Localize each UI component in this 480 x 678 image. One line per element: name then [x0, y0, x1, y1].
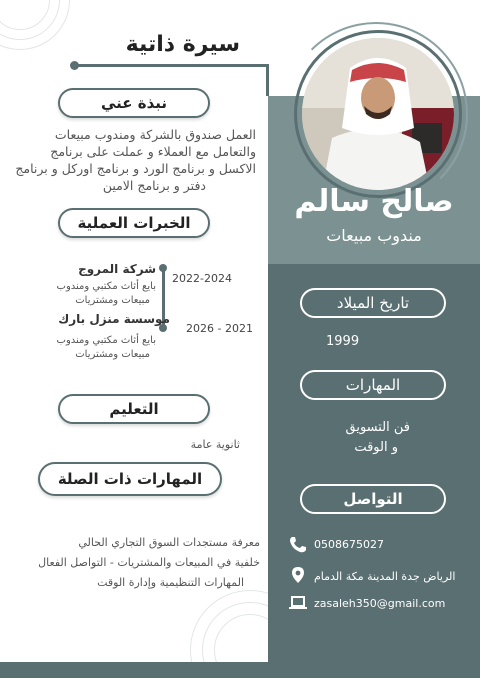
- timeline-dot: [159, 264, 167, 272]
- related-skill-line: خلفية في المبيعات والمشتريات - التواصل الفعال: [38, 556, 260, 569]
- experience-description: بايع أثاث مكتبي ومندوب: [56, 281, 156, 292]
- experience-description: بايع أثاث مكتبي ومندوب: [56, 335, 156, 346]
- related-skill-line: معرفة مستجدات السوق التجاري الحالي: [78, 536, 260, 549]
- contact-heading: التواصل: [300, 484, 446, 514]
- experience-period: 2026 - 2021: [186, 322, 253, 335]
- title-connector: [266, 64, 269, 96]
- about-line: والتعامل مع العملاء و عملت على برنامج: [50, 144, 256, 159]
- related-skill-line: المهارات التنظيمية وإدارة الوقت: [97, 576, 244, 589]
- experience-heading: الخبرات العملية: [58, 208, 210, 238]
- cv-title: سيرة ذاتية: [125, 32, 240, 57]
- title-dot: [70, 61, 79, 70]
- phone-number[interactable]: 0508675027: [314, 538, 384, 551]
- education-heading: التعليم: [58, 394, 210, 424]
- sidebar-panel: [268, 264, 480, 678]
- experience-description: مبيعات ومشتريات: [75, 295, 150, 306]
- skill-item: و الوقت: [354, 440, 398, 455]
- experience-description: مبيعات ومشتريات: [75, 349, 150, 360]
- experience-period: 2022-2024: [172, 272, 232, 285]
- education-value: ثانوية عامة: [190, 438, 240, 451]
- bottom-strip: [0, 662, 480, 678]
- about-line: العمل صندوق بالشركة ومندوب مبيعات: [54, 127, 256, 142]
- experience-company: موسسة منزل بارك: [58, 312, 170, 326]
- location-pin-icon: [288, 566, 308, 584]
- related-skills-heading: المهارات ذات الصلة: [38, 462, 222, 496]
- about-line: الاكسل و برنامج الورد و برنامج اوركل و برنامج: [15, 161, 256, 176]
- job-title: مندوب مبيعات: [326, 226, 422, 245]
- laptop-icon: [288, 594, 308, 612]
- email-address[interactable]: zasaleh350@gmail.com: [314, 597, 446, 610]
- birth-date-heading: تاريخ الميلاد: [300, 288, 446, 318]
- phone-icon: [288, 536, 308, 554]
- skill-item: فن التسويق: [345, 420, 410, 435]
- about-heading: نبذة عني: [58, 88, 210, 118]
- location-text: الرياض جدة المدينة مكة الدمام: [314, 570, 456, 583]
- about-line: دفتر و برنامج الامين: [102, 178, 206, 193]
- title-underline: [74, 64, 268, 67]
- experience-company: شركة المروج: [78, 262, 156, 276]
- person-name: صالح سالم: [294, 184, 454, 219]
- profile-photo: [302, 38, 454, 190]
- birth-date-value: 1999: [326, 334, 360, 349]
- person-illustration: [302, 38, 454, 190]
- skills-heading: المهارات: [300, 370, 446, 400]
